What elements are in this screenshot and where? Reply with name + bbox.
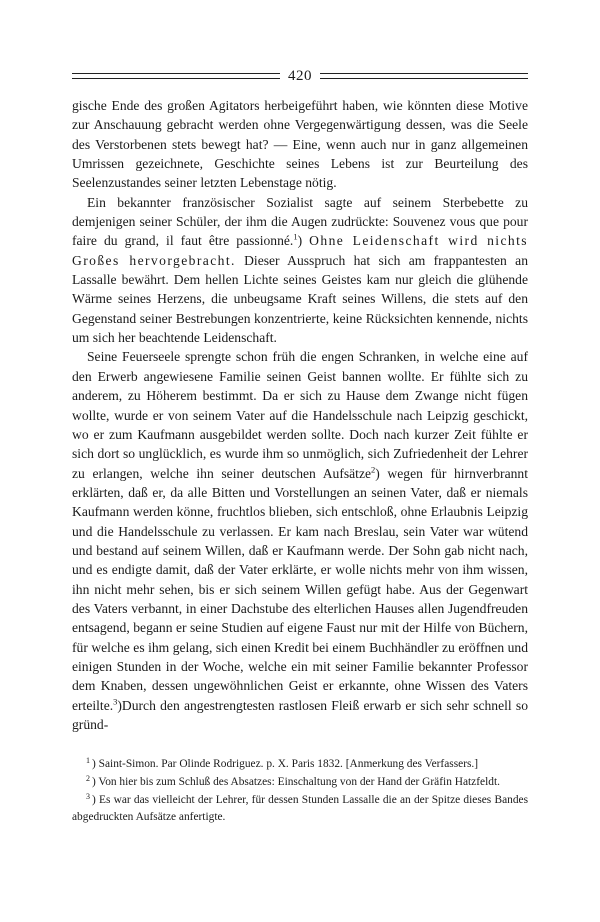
- footnote-ref-1[interactable]: 1: [293, 231, 298, 242]
- header-rule-right: [320, 73, 528, 79]
- footnote-ref-2[interactable]: 2: [371, 464, 376, 474]
- footnotes: [72, 756, 528, 826]
- book-page: [72, 66, 528, 827]
- paragraph-3-text-c: )Durch den angestrengtesten rastlosen Fleiß erwarb er sich sehr schnell so gründ-: [72, 697, 528, 732]
- page-number: 420: [288, 67, 312, 84]
- footnote-3: [72, 792, 528, 826]
- footnote-1-mark: 1: [86, 755, 90, 765]
- paragraph-3-text-a: Seine Feuerseele sprengte schon früh die engen Schranken, in welche eine auf den Erwerb angewiesene Familie seinen Geist bannen wollte. Er fühlte sich zu anderem, zu Höherem bestimmt. Da er sich zu Hause dem Zwange nicht fügen wollte, wurde er von seinem Vater auf die Handelsschule nach Leipzig geschickt, wo er zum Kaufmann ausgebildet werden sollte. Doch nach kurzer Zeit fühlte er sich dort so unglücklich, es wurde ihm so unmöglich, sich Zufriedenheit der Lehrer zu erlangen, welche ihn seiner deutschen Aufsätze: [72, 349, 528, 481]
- header-rule-left: [72, 73, 280, 79]
- paragraph-2-text-a: Ein bekannter französischer Sozialist sagte auf seinem Sterbebette zu demjenigen seiner Schüler, der ihm die Augen zudrückte: Souvenez vous que pour faire du grand, il faut être passionné.: [72, 194, 528, 249]
- body-text: [72, 96, 528, 734]
- footnote-ref-3[interactable]: 3: [113, 696, 118, 707]
- footnote-1: [72, 756, 528, 773]
- footnote-2-text: ) Von hier bis zum Schluß des Absatzes: Einschaltung von der Hand der Gräfin Hatzfeldt.: [92, 776, 500, 789]
- paragraph-1-text: gische Ende des großen Agitators herbeigeführt haben, wie könnten diese Motive zur Anschauung gebracht werden ohne Vergegenwärtigung dessen, was die Seele des Verstorbenen stets bewegt hat? — Eine, wenn auch nur in ganz allgemeinen Umrissen gezeichnete, Geschichte seines Lebens ist zur Beurteilung des Seelenzustandes seiner letzten Lebenstage nötig.: [72, 98, 528, 191]
- paragraph-2-text-b: ): [297, 233, 310, 249]
- footnote-2-mark: 2: [86, 773, 90, 783]
- paragraph-2: [72, 193, 528, 348]
- page-header: [72, 66, 528, 86]
- footnote-3-text: ) Es war das vielleicht der Lehrer, für dessen Stunden Lassalle die an der Spitze dieses Bandes abgedruckten Aufsätze anfertigte.: [72, 794, 528, 824]
- paragraph-3-text-b: ) wegen für hirnverbrannt erklärten, daß er, da alle Bitten und Vorstellungen an seinen Vater, daß er niemals Kaufmann werden könne, fruchtlos blieben, sich entschloß, ohne Erlaubnis Leipzig und die Handelsschule zu verlassen. Er kam nach Breslau, sein Vater war wütend und bestand auf seinem Willen, daß er Kaufmann werde. Der Sohn gab nicht nach, und es endigte damit, daß der Vater erklärte, er wolle nichts mehr von ihm wissen, ihn nicht mehr sehen, bis er sich seinem Willen gefügt habe. Aus der Gegenwart des Vaters verbannt, in einer Dachstube des elterlichen Hauses allen Jugendfreuden entsagend, begann er seine Studien auf eigene Faust nur mit der Hilfe von Büchern, für welche es ihm gelang, sich einen Kredit bei einem Buchhändler zu eröffnen und einigen Stunden in der Woche, welche ein mit seiner Familie bekannter Professor dem Knaben, dessen ungewöhnlichen Geist er erkannte, ohne Wissen des Vaters erteilte.: [72, 465, 528, 713]
- paragraph-2-emphasis: Ohne Leidenschaft wird nichts Großes hervorgebracht.: [72, 233, 528, 268]
- footnote-2: [72, 774, 528, 791]
- footnote-1-text: ) Saint-Simon. Par Olinde Rodriguez. p. X. Paris 1832. [Anmerkung des Verfassers.]: [92, 758, 479, 771]
- paragraph-2-text-c: Dieser Ausspruch hat sich am frappantesten an Lassalle bewährt. Dem hellen Lichte seines Geistes kam nur gleich die glühende Wärme seines Herzens, die unbeugsame Kraft seines Willens, die stets auf den Gegenstand seiner Bestrebungen konzentrierte, keine Rücksichten kennende, nichts um sich her beachtende Leidenschaft.: [72, 252, 528, 346]
- paragraph-3: [72, 347, 528, 734]
- paragraph-1: [72, 96, 528, 193]
- footnote-3-mark: 3: [86, 791, 90, 801]
